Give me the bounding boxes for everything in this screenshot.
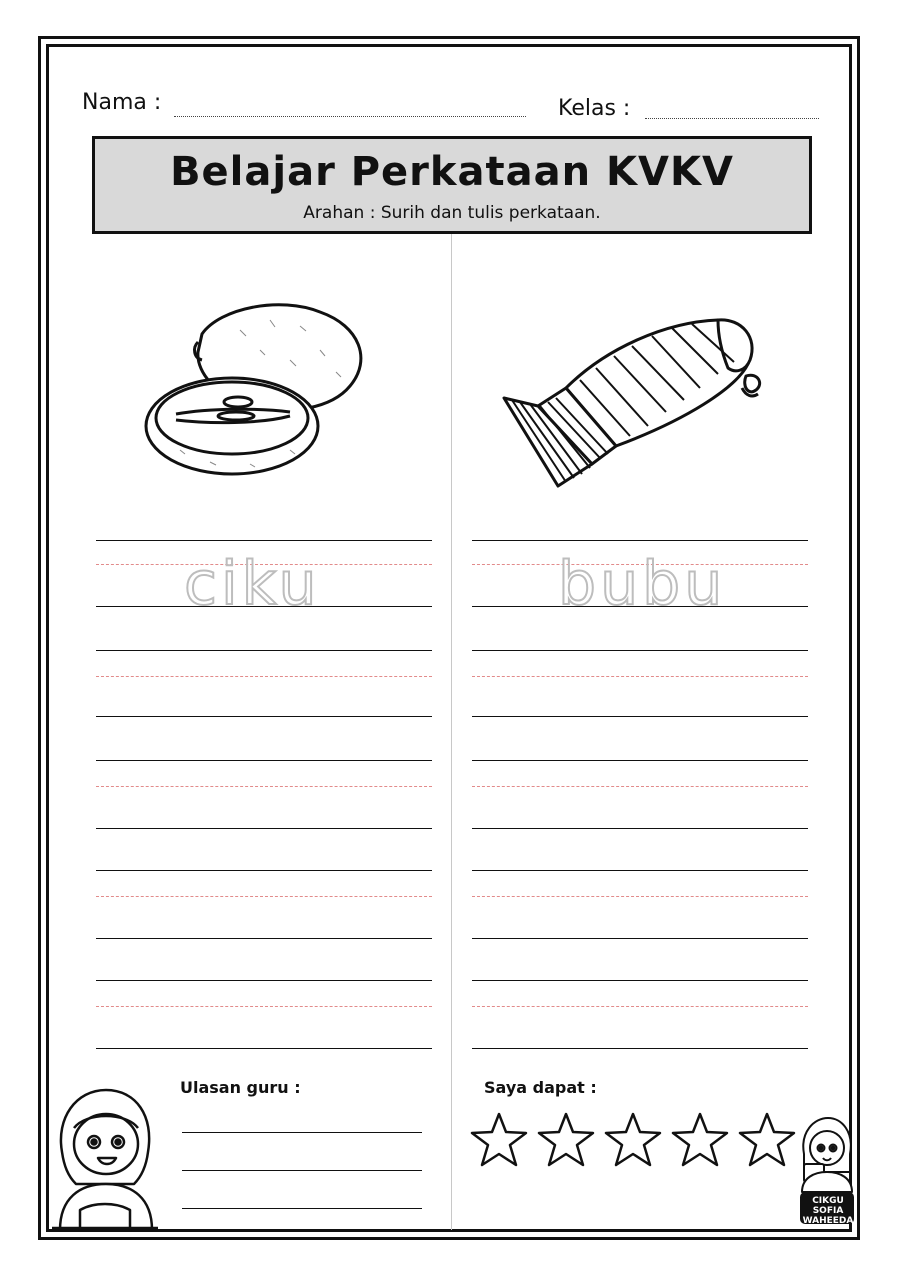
- score-label: Saya dapat :: [484, 1078, 597, 1097]
- star-icon[interactable]: [671, 1112, 729, 1168]
- class-line[interactable]: [645, 118, 819, 119]
- guide-line-base: [96, 1048, 432, 1049]
- guide-line-top: [472, 760, 808, 761]
- teacher-comment-label: Ulasan guru :: [180, 1078, 301, 1097]
- girl-student-icon: [50, 1082, 160, 1232]
- bubu-fish-trap-icon: [496, 308, 766, 498]
- guide-line-top: [472, 650, 808, 651]
- guide-line-mid: [472, 676, 808, 677]
- title-box: [92, 136, 812, 234]
- guide-line-mid: [472, 1006, 808, 1007]
- guide-line-mid: [96, 1006, 432, 1007]
- guide-line-base: [96, 828, 432, 829]
- star-icon[interactable]: [604, 1112, 662, 1168]
- guide-line-mid: [96, 896, 432, 897]
- guide-line-top: [96, 870, 432, 871]
- guide-line-base: [472, 716, 808, 717]
- guide-line-mid: [96, 676, 432, 677]
- guide-line-top: [472, 870, 808, 871]
- guide-line-top: [472, 540, 808, 541]
- guide-line-top: [96, 980, 432, 981]
- star-icon[interactable]: [738, 1112, 796, 1168]
- ciku-fruit-icon: [140, 290, 380, 490]
- trace-word-ciku: ciku: [184, 549, 321, 619]
- logo-text: CIKGU SOFIA WAHEEDA: [802, 1196, 854, 1226]
- class-label: Kelas :: [558, 96, 631, 121]
- guide-line-base: [472, 828, 808, 829]
- trace-word-bubu: bubu: [558, 549, 727, 619]
- guide-line-base: [472, 938, 808, 939]
- column-divider: [451, 234, 452, 1230]
- star-icon[interactable]: [470, 1112, 528, 1168]
- star-icon[interactable]: [537, 1112, 595, 1168]
- guide-line-base: [472, 1048, 808, 1049]
- name-line[interactable]: [174, 116, 526, 117]
- guide-line-mid: [96, 786, 432, 787]
- guide-line-top: [472, 980, 808, 981]
- teacher-comment-line[interactable]: [182, 1170, 422, 1171]
- page-title: Belajar Perkataan KVKV: [170, 149, 734, 195]
- guide-line-base: [96, 716, 432, 717]
- teacher-comment-line[interactable]: [182, 1132, 422, 1133]
- guide-line-base: [96, 938, 432, 939]
- teacher-comment-line[interactable]: [182, 1208, 422, 1209]
- guide-line-top: [96, 540, 432, 541]
- instruction-text: Arahan : Surih dan tulis perkataan.: [303, 203, 601, 223]
- guide-line-mid: [472, 896, 808, 897]
- guide-line-mid: [472, 786, 808, 787]
- guide-line-top: [96, 760, 432, 761]
- name-label: Nama :: [82, 90, 162, 115]
- guide-line-top: [96, 650, 432, 651]
